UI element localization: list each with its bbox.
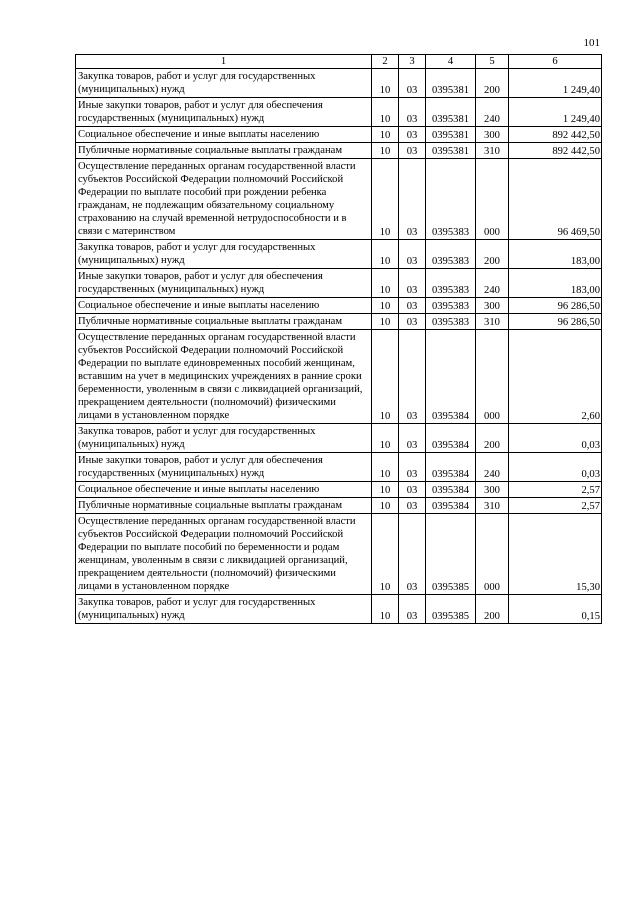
table-row: [76, 240, 602, 269]
table-row: [76, 127, 602, 143]
row-code-4-cell: 0395381: [426, 69, 476, 98]
row-code-3-cell: 03: [399, 98, 426, 127]
table-row: [76, 498, 602, 514]
header-col-1: 1: [76, 55, 372, 69]
row-code-4-cell: 0395384: [426, 453, 476, 482]
row-amount-cell: 2,57: [509, 498, 602, 514]
row-name-cell: Иные закупки товаров, работ и услуг для обеспечения государственных (муниципальных) нужд: [76, 453, 372, 482]
row-name-cell: Осуществление переданных органам государственной власти субъектов Российской Федерации полномочий Российской Федерации по выплате единовременных пособий женщинам, вставшим на учет в медицинских учреждениях в ранние сроки беременности, уволенным в связи с ликвидацией организаций, прекращением деятельности (полномочий) физическими лицами в установленном порядке: [76, 330, 372, 424]
row-code-5-cell: 200: [476, 595, 509, 624]
table-row: [76, 514, 602, 595]
row-amount-cell: 15,30: [509, 514, 602, 595]
row-amount-cell: 892 442,50: [509, 127, 602, 143]
row-code-2-cell: 10: [372, 424, 399, 453]
row-name-cell: Закупка товаров, работ и услуг для государственных (муниципальных) нужд: [76, 424, 372, 453]
row-name-cell: Осуществление переданных органам государственной власти субъектов Российской Федерации полномочий Российской Федерации по выплате пособий при рождении ребенка гражданам, не подлежащим обязательному социальному страхованию на случай временной нетрудоспособности и в связи с материнством: [76, 159, 372, 240]
row-name-cell: Публичные нормативные социальные выплаты гражданам: [76, 143, 372, 159]
row-code-5-cell: 310: [476, 143, 509, 159]
row-code-4-cell: 0395384: [426, 482, 476, 498]
header-col-3: 3: [399, 55, 426, 69]
row-code-4-cell: 0395385: [426, 514, 476, 595]
row-name-cell: Публичные нормативные социальные выплаты гражданам: [76, 498, 372, 514]
row-code-4-cell: 0395383: [426, 240, 476, 269]
row-code-5-cell: 200: [476, 240, 509, 269]
row-code-4-cell: 0395383: [426, 159, 476, 240]
table-row: [76, 314, 602, 330]
row-amount-cell: 96 286,50: [509, 298, 602, 314]
row-code-5-cell: 000: [476, 514, 509, 595]
row-code-5-cell: 300: [476, 127, 509, 143]
row-code-2-cell: 10: [372, 240, 399, 269]
table-row: [76, 159, 602, 240]
row-code-2-cell: 10: [372, 69, 399, 98]
row-code-4-cell: 0395385: [426, 595, 476, 624]
row-code-2-cell: 10: [372, 330, 399, 424]
page-number: 101: [583, 37, 600, 49]
table-body: [76, 69, 602, 624]
row-amount-cell: 96 286,50: [509, 314, 602, 330]
row-code-2-cell: 10: [372, 159, 399, 240]
row-code-3-cell: 03: [399, 330, 426, 424]
header-row: [76, 55, 602, 69]
table-row: [76, 143, 602, 159]
row-code-5-cell: 200: [476, 424, 509, 453]
row-code-5-cell: 300: [476, 482, 509, 498]
table-row: [76, 298, 602, 314]
row-code-2-cell: 10: [372, 269, 399, 298]
row-code-5-cell: 240: [476, 269, 509, 298]
row-code-2-cell: 10: [372, 595, 399, 624]
row-code-4-cell: 0395384: [426, 424, 476, 453]
row-code-5-cell: 310: [476, 314, 509, 330]
table-row: [76, 424, 602, 453]
row-amount-cell: 892 442,50: [509, 143, 602, 159]
row-code-4-cell: 0395383: [426, 269, 476, 298]
row-amount-cell: 96 469,50: [509, 159, 602, 240]
row-code-2-cell: 10: [372, 127, 399, 143]
row-code-4-cell: 0395381: [426, 143, 476, 159]
row-code-3-cell: 03: [399, 69, 426, 98]
row-name-cell: Закупка товаров, работ и услуг для государственных (муниципальных) нужд: [76, 69, 372, 98]
row-code-4-cell: 0395384: [426, 498, 476, 514]
row-code-5-cell: 000: [476, 159, 509, 240]
row-code-5-cell: 240: [476, 98, 509, 127]
table-row: [76, 330, 602, 424]
row-name-cell: Социальное обеспечение и иные выплаты населению: [76, 298, 372, 314]
row-code-4-cell: 0395381: [426, 127, 476, 143]
row-code-4-cell: 0395384: [426, 330, 476, 424]
row-code-2-cell: 10: [372, 498, 399, 514]
row-amount-cell: 183,00: [509, 240, 602, 269]
row-amount-cell: 0,03: [509, 424, 602, 453]
row-code-3-cell: 03: [399, 424, 426, 453]
row-code-2-cell: 10: [372, 453, 399, 482]
row-code-3-cell: 03: [399, 514, 426, 595]
row-name-cell: Иные закупки товаров, работ и услуг для обеспечения государственных (муниципальных) нужд: [76, 98, 372, 127]
row-code-3-cell: 03: [399, 269, 426, 298]
row-code-2-cell: 10: [372, 298, 399, 314]
row-code-4-cell: 0395381: [426, 98, 476, 127]
row-name-cell: Закупка товаров, работ и услуг для государственных (муниципальных) нужд: [76, 240, 372, 269]
row-code-3-cell: 03: [399, 314, 426, 330]
row-amount-cell: 2,57: [509, 482, 602, 498]
row-name-cell: Публичные нормативные социальные выплаты гражданам: [76, 314, 372, 330]
row-code-2-cell: 10: [372, 98, 399, 127]
row-name-cell: Осуществление переданных органам государственной власти субъектов Российской Федерации полномочий Российской Федерации по выплате пособий по беременности и родам женщинам, уволенным в связи с ликвидацией организаций, прекращением деятельности (полномочий) физическими лицами в установленном порядке: [76, 514, 372, 595]
row-code-5-cell: 000: [476, 330, 509, 424]
row-code-3-cell: 03: [399, 240, 426, 269]
row-code-5-cell: 300: [476, 298, 509, 314]
row-name-cell: Закупка товаров, работ и услуг для государственных (муниципальных) нужд: [76, 595, 372, 624]
row-amount-cell: 2,60: [509, 330, 602, 424]
row-code-2-cell: 10: [372, 514, 399, 595]
table-row: [76, 98, 602, 127]
row-code-3-cell: 03: [399, 143, 426, 159]
row-amount-cell: 0,03: [509, 453, 602, 482]
table-row: [76, 595, 602, 624]
row-code-5-cell: 240: [476, 453, 509, 482]
header-col-4: 4: [426, 55, 476, 69]
row-code-3-cell: 03: [399, 298, 426, 314]
row-code-3-cell: 03: [399, 453, 426, 482]
row-code-3-cell: 03: [399, 595, 426, 624]
header-col-6: 6: [509, 55, 602, 69]
row-amount-cell: 183,00: [509, 269, 602, 298]
row-name-cell: Иные закупки товаров, работ и услуг для обеспечения государственных (муниципальных) нужд: [76, 269, 372, 298]
row-code-2-cell: 10: [372, 482, 399, 498]
row-amount-cell: 1 249,40: [509, 98, 602, 127]
budget-table: [75, 54, 602, 624]
row-amount-cell: 1 249,40: [509, 69, 602, 98]
row-name-cell: Социальное обеспечение и иные выплаты населению: [76, 482, 372, 498]
row-amount-cell: 0,15: [509, 595, 602, 624]
row-code-2-cell: 10: [372, 314, 399, 330]
row-code-4-cell: 0395383: [426, 298, 476, 314]
row-code-3-cell: 03: [399, 127, 426, 143]
table-row: [76, 453, 602, 482]
row-code-4-cell: 0395383: [426, 314, 476, 330]
row-code-2-cell: 10: [372, 143, 399, 159]
row-code-3-cell: 03: [399, 498, 426, 514]
row-name-cell: Социальное обеспечение и иные выплаты населению: [76, 127, 372, 143]
row-code-5-cell: 310: [476, 498, 509, 514]
table-row: [76, 69, 602, 98]
table-row: [76, 482, 602, 498]
table-row: [76, 269, 602, 298]
row-code-3-cell: 03: [399, 482, 426, 498]
header-col-5: 5: [476, 55, 509, 69]
header-col-2: 2: [372, 55, 399, 69]
row-code-3-cell: 03: [399, 159, 426, 240]
row-code-5-cell: 200: [476, 69, 509, 98]
